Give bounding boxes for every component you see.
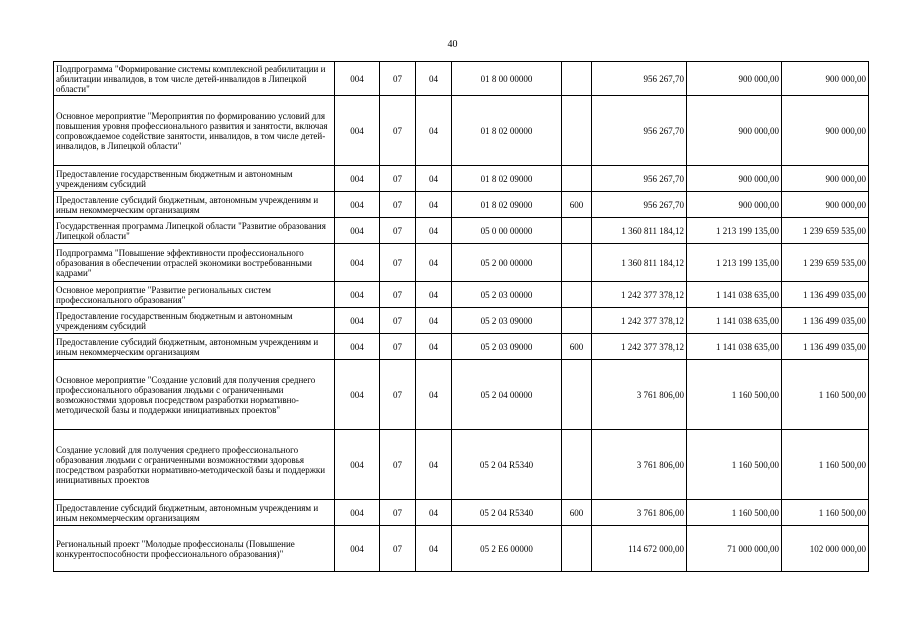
cell-amount-year3: 1 160 500,00 — [782, 430, 869, 500]
cell-amount-year1: 3 761 806,00 — [592, 500, 687, 526]
cell-ved: 004 — [335, 500, 380, 526]
cell-ved: 004 — [335, 282, 380, 308]
cell-ved: 004 — [335, 192, 380, 218]
cell-expense-type: 600 — [562, 334, 592, 360]
table-row — [54, 218, 869, 244]
cell-subsection: 04 — [416, 282, 452, 308]
table-row — [54, 166, 869, 192]
cell-amount-year2: 1 213 199 135,00 — [687, 244, 782, 282]
cell-section: 07 — [380, 244, 416, 282]
cell-amount-year3: 1 160 500,00 — [782, 360, 869, 430]
cell-target-item: 05 2 03 09000 — [452, 308, 562, 334]
cell-amount-year3: 900 000,00 — [782, 166, 869, 192]
table-row — [54, 308, 869, 334]
cell-name: Подпрограмма "Формирование системы комплексной реабилитации и абилитации инвалидов, в том числе детей-инвалидов в Липецкой области" — [54, 62, 335, 96]
table-row — [54, 526, 869, 572]
cell-amount-year1: 1 242 377 378,12 — [592, 282, 687, 308]
cell-expense-type — [562, 430, 592, 500]
cell-section: 07 — [380, 526, 416, 572]
cell-section: 07 — [380, 282, 416, 308]
cell-expense-type: 600 — [562, 192, 592, 218]
cell-expense-type — [562, 360, 592, 430]
table-row — [54, 192, 869, 218]
cell-ved: 004 — [335, 62, 380, 96]
cell-expense-type — [562, 166, 592, 192]
cell-ved: 004 — [335, 526, 380, 572]
cell-section: 07 — [380, 62, 416, 96]
cell-target-item: 05 2 03 09000 — [452, 334, 562, 360]
cell-amount-year2: 1 141 038 635,00 — [687, 334, 782, 360]
cell-amount-year1: 956 267,70 — [592, 96, 687, 166]
cell-name: Государственная программа Липецкой области "Развитие образования Липецкой области" — [54, 218, 335, 244]
page-number: 40 — [447, 39, 458, 50]
cell-subsection: 04 — [416, 308, 452, 334]
cell-amount-year2: 900 000,00 — [687, 192, 782, 218]
cell-ved: 004 — [335, 430, 380, 500]
cell-name: Предоставление государственным бюджетным и автономным учреждениям субсидий — [54, 166, 335, 192]
cell-section: 07 — [380, 192, 416, 218]
cell-amount-year2: 1 141 038 635,00 — [687, 308, 782, 334]
cell-amount-year1: 114 672 000,00 — [592, 526, 687, 572]
cell-amount-year3: 1 136 499 035,00 — [782, 334, 869, 360]
cell-name: Предоставление субсидий бюджетным, автономным учреждениям и иным некоммерческим организациям — [54, 192, 335, 218]
cell-ved: 004 — [335, 96, 380, 166]
table-row — [54, 62, 869, 96]
cell-amount-year2: 1 160 500,00 — [687, 430, 782, 500]
cell-amount-year3: 102 000 000,00 — [782, 526, 869, 572]
cell-target-item: 01 8 02 00000 — [452, 96, 562, 166]
cell-subsection: 04 — [416, 96, 452, 166]
cell-section: 07 — [380, 96, 416, 166]
cell-subsection: 04 — [416, 166, 452, 192]
cell-amount-year1: 956 267,70 — [592, 62, 687, 96]
cell-amount-year1: 956 267,70 — [592, 192, 687, 218]
cell-target-item: 05 2 04 00000 — [452, 360, 562, 430]
cell-amount-year1: 3 761 806,00 — [592, 430, 687, 500]
cell-amount-year2: 900 000,00 — [687, 62, 782, 96]
cell-name: Создание условий для получения среднего профессионального образования людьми с ограниченными возможностями здоровья посредством разработки нормативно-методической базы и поддержки инициативных проектов — [54, 430, 335, 500]
table-row — [54, 96, 869, 166]
cell-expense-type — [562, 218, 592, 244]
cell-amount-year3: 900 000,00 — [782, 96, 869, 166]
cell-subsection: 04 — [416, 244, 452, 282]
cell-target-item: 05 2 03 00000 — [452, 282, 562, 308]
cell-section: 07 — [380, 218, 416, 244]
cell-name: Предоставление субсидий бюджетным, автономным учреждениям и иным некоммерческим организациям — [54, 334, 335, 360]
cell-expense-type: 600 — [562, 500, 592, 526]
cell-name: Подпрограмма "Повышение эффективности профессионального образования в обеспечении отраслей экономики востребованными кадрами" — [54, 244, 335, 282]
cell-amount-year1: 1 360 811 184,12 — [592, 244, 687, 282]
cell-amount-year2: 900 000,00 — [687, 166, 782, 192]
cell-subsection: 04 — [416, 192, 452, 218]
cell-name: Основное мероприятие "Создание условий для получения среднего профессионального образования людьми с ограниченными возможностями здоровья посредством разработки нормативно-методической базы и поддержки инициативных проектов" — [54, 360, 335, 430]
cell-expense-type — [562, 96, 592, 166]
cell-expense-type — [562, 308, 592, 334]
table-row — [54, 360, 869, 430]
cell-subsection: 04 — [416, 334, 452, 360]
cell-name: Основное мероприятие "Развитие региональных систем профессионального образования" — [54, 282, 335, 308]
cell-section: 07 — [380, 360, 416, 430]
cell-name: Региональный проект "Молодые профессионалы (Повышение конкурентоспособности профессионального образования)" — [54, 526, 335, 572]
cell-amount-year1: 1 242 377 378,12 — [592, 334, 687, 360]
cell-name: Основное мероприятие "Мероприятия по формированию условий для повышения уровня профессионального развития и занятости, включая сопровождаемое содействие занятости, инвалидов, в том числе детей-инвалидов, в Липецкой области" — [54, 96, 335, 166]
cell-section: 07 — [380, 430, 416, 500]
cell-target-item: 05 2 00 00000 — [452, 244, 562, 282]
cell-ved: 004 — [335, 308, 380, 334]
cell-amount-year3: 900 000,00 — [782, 62, 869, 96]
cell-target-item: 01 8 02 09000 — [452, 192, 562, 218]
table-row — [54, 244, 869, 282]
cell-section: 07 — [380, 308, 416, 334]
cell-amount-year3: 900 000,00 — [782, 192, 869, 218]
cell-amount-year2: 1 141 038 635,00 — [687, 282, 782, 308]
cell-expense-type — [562, 244, 592, 282]
cell-amount-year1: 956 267,70 — [592, 166, 687, 192]
cell-ved: 004 — [335, 244, 380, 282]
cell-section: 07 — [380, 500, 416, 526]
cell-subsection: 04 — [416, 218, 452, 244]
cell-amount-year2: 900 000,00 — [687, 96, 782, 166]
cell-amount-year1: 1 360 811 184,12 — [592, 218, 687, 244]
table-row — [54, 282, 869, 308]
cell-target-item: 01 8 02 09000 — [452, 166, 562, 192]
cell-amount-year3: 1 136 499 035,00 — [782, 282, 869, 308]
cell-ved: 004 — [335, 166, 380, 192]
cell-subsection: 04 — [416, 62, 452, 96]
cell-amount-year2: 1 160 500,00 — [687, 500, 782, 526]
cell-target-item: 05 0 00 00000 — [452, 218, 562, 244]
budget-table — [53, 61, 869, 572]
cell-expense-type — [562, 62, 592, 96]
cell-ved: 004 — [335, 218, 380, 244]
table-row — [54, 430, 869, 500]
table-row — [54, 334, 869, 360]
cell-ved: 004 — [335, 334, 380, 360]
cell-amount-year3: 1 239 659 535,00 — [782, 244, 869, 282]
cell-expense-type — [562, 526, 592, 572]
cell-target-item: 01 8 00 00000 — [452, 62, 562, 96]
cell-amount-year2: 1 213 199 135,00 — [687, 218, 782, 244]
cell-amount-year3: 1 136 499 035,00 — [782, 308, 869, 334]
table-row — [54, 500, 869, 526]
cell-subsection: 04 — [416, 500, 452, 526]
cell-subsection: 04 — [416, 526, 452, 572]
cell-amount-year3: 1 160 500,00 — [782, 500, 869, 526]
cell-amount-year2: 71 000 000,00 — [687, 526, 782, 572]
cell-subsection: 04 — [416, 360, 452, 430]
cell-section: 07 — [380, 334, 416, 360]
cell-section: 07 — [380, 166, 416, 192]
cell-amount-year1: 3 761 806,00 — [592, 360, 687, 430]
cell-name: Предоставление субсидий бюджетным, автономным учреждениям и иным некоммерческим организациям — [54, 500, 335, 526]
cell-target-item: 05 2 E6 00000 — [452, 526, 562, 572]
cell-target-item: 05 2 04 R5340 — [452, 430, 562, 500]
cell-ved: 004 — [335, 360, 380, 430]
cell-amount-year3: 1 239 659 535,00 — [782, 218, 869, 244]
cell-subsection: 04 — [416, 430, 452, 500]
cell-amount-year1: 1 242 377 378,12 — [592, 308, 687, 334]
cell-expense-type — [562, 282, 592, 308]
cell-amount-year2: 1 160 500,00 — [687, 360, 782, 430]
cell-name: Предоставление государственным бюджетным и автономным учреждениям субсидий — [54, 308, 335, 334]
cell-target-item: 05 2 04 R5340 — [452, 500, 562, 526]
